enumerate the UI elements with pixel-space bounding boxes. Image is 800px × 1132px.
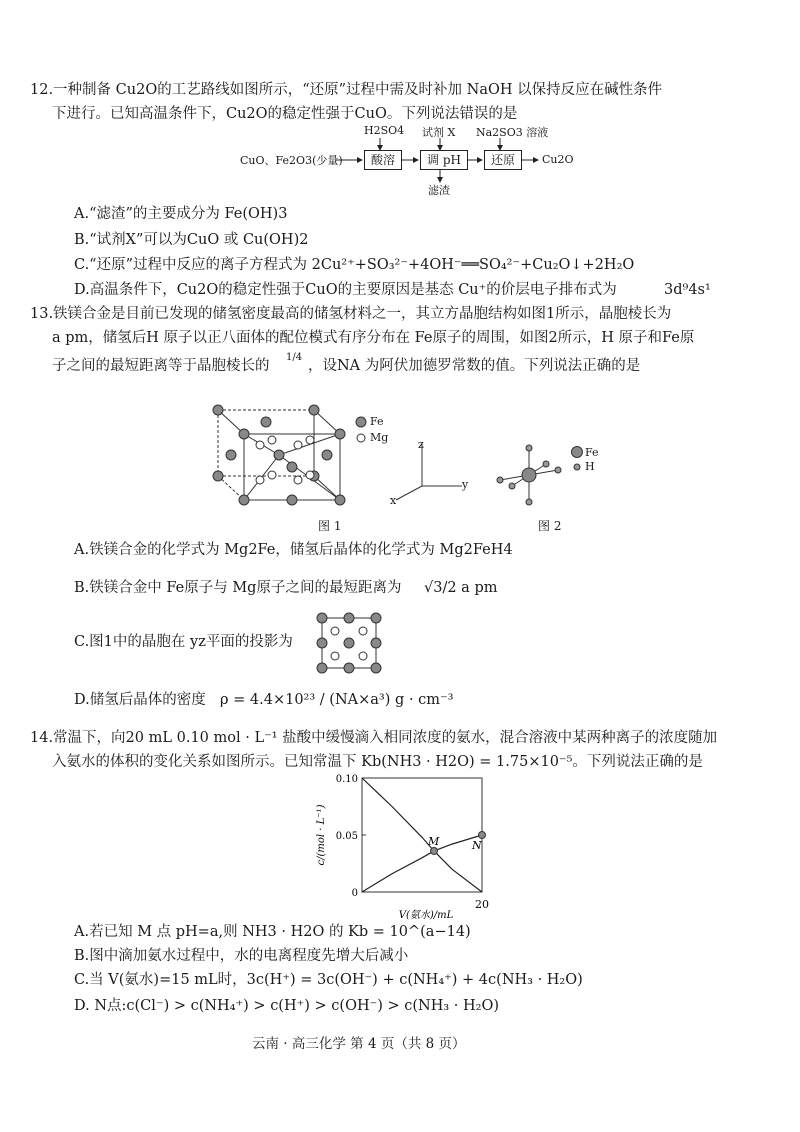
q12-stem-line1: 12.一种制备 Cu2O的工艺路线如图所示，“还原”过程中需及时补加 NaOH 以保持反应在碱性条件 bbox=[30, 82, 663, 98]
q13-option-d: D.储氢后晶体的密度 bbox=[74, 692, 206, 708]
fig2-legend-icons bbox=[570, 446, 584, 474]
y-axis-label: c/(mol · L⁻¹) bbox=[316, 804, 327, 866]
x-tick-label: 20 bbox=[475, 898, 489, 911]
q13-option-b-expr: √3/2 a pm bbox=[424, 580, 498, 596]
q14-option-d: D. N点:c(Cl⁻) > c(NH₄⁺) > c(H⁺) > c(OH⁻) > c(NH₃ · H₂O) bbox=[74, 998, 500, 1014]
q13-fraction: 1/4 bbox=[286, 352, 303, 363]
fig1-legend-mg: Mg bbox=[370, 431, 389, 444]
flow-product: Cu2O bbox=[542, 153, 574, 166]
q14-option-c: C.当 V(氨水)=15 mL时，3c(H⁺) = 3c(OH⁻) + c(NH₄⁺) + 4c(NH₃ · H₂O) bbox=[74, 972, 583, 988]
page-footer: 云南 · 高三化学 第 4 页（共 8 页） bbox=[252, 1036, 466, 1052]
q14-stem-line2: 入氨水的体积的变化关系如图所示。已知常温下 Kb(NH3 · H2O) = 1.75×10⁻⁵。下列说法正确的是 bbox=[52, 754, 703, 770]
fig1-caption: 图 1 bbox=[318, 519, 342, 533]
x-axis-label: V(氨水)/mL bbox=[398, 910, 454, 920]
fig2-caption: 图 2 bbox=[538, 519, 562, 533]
flow-step-ph: 调 pH bbox=[420, 150, 468, 170]
fig2-legend-h: H bbox=[585, 460, 595, 473]
q13-option-a: A.铁镁合金的化学式为 Mg2Fe，储氢后晶体的化学式为 Mg2FeH4 bbox=[74, 542, 513, 558]
flow-reagent-x: 试剂 X bbox=[422, 126, 456, 139]
flow-step-acid: 酸溶 bbox=[364, 150, 402, 170]
y-tick-label: 0.05 bbox=[335, 831, 358, 842]
flow-step-reduce: 还原 bbox=[484, 150, 522, 170]
q14-option-a: A.若已知 M 点 pH=a,则 NH3 · H2O 的 Kb = 10^(a−14) bbox=[74, 924, 471, 940]
q12-stem-line2: 下进行。已知高温条件下，Cu2O的稳定性强于CuO。下列说法错误的是 bbox=[52, 106, 518, 122]
fig1-legend-icons bbox=[354, 416, 368, 446]
q13-option-d-expr: ρ = 4.4×10²³ / (NA×a³) g · cm⁻³ bbox=[220, 692, 454, 708]
flow-reagent-na2so3: Na2SO3 溶液 bbox=[476, 126, 549, 139]
series-line-increasing bbox=[362, 835, 482, 892]
chart-axes bbox=[316, 774, 489, 920]
q13-stem-line1: 13.铁镁合金是目前已发现的储氢密度最高的储氢材料之一，其立方晶胞结构如图1所示，晶胞棱长为 bbox=[30, 306, 672, 322]
q12-option-a: A.“滤渣”的主要成分为 Fe(OH)3 bbox=[74, 206, 288, 222]
q12-flow-diagram bbox=[240, 124, 580, 198]
axis-x-label: x bbox=[390, 494, 397, 507]
q12-option-b: B.“试剂X”可以为CuO 或 Cu(OH)2 bbox=[74, 232, 309, 248]
q12-option-c: C.“还原”过程中反应的离子方程式为 2Cu²⁺+SO₃²⁻+4OH⁻══SO₄²⁻+Cu₂O↓+2H₂O bbox=[74, 257, 635, 273]
q13-stem-line2: a pm，储氢后H 原子以正八面体的配位模式有序分布在 Fe原子的周围，如图2所示，H 原子和Fe原 bbox=[52, 330, 695, 346]
point-M bbox=[431, 847, 438, 854]
q12-option-d: D.高温条件下，Cu2O的稳定性强于CuO的主要原因是基态 Cu⁺的价层电子排布式为 bbox=[74, 282, 617, 298]
chart-series bbox=[362, 778, 482, 892]
q13-option-c: C.图1中的晶胞在 yz平面的投影为 bbox=[74, 634, 293, 650]
q13-stem-line3a: 子之间的最短距离等于晶胞棱长的 bbox=[52, 358, 270, 374]
point-label-N: N bbox=[472, 839, 482, 852]
yz-projection-figure bbox=[316, 612, 382, 674]
y-tick-label: 0 bbox=[351, 888, 358, 899]
fig1-legend-fe: Fe bbox=[370, 415, 384, 428]
q13-stem-line3b: ，设NA 为阿伏加德罗常数的值。下列说法正确的是 bbox=[308, 358, 641, 374]
q14-stem-line1: 14.常温下，向20 mL 0.10 mol · L⁻¹ 盐酸中缓慢滴入相同浓度的氨水，混合溶液中某两种离子的浓度随加 bbox=[30, 730, 718, 746]
axes-icon bbox=[384, 438, 474, 508]
q14-chart bbox=[310, 770, 510, 920]
point-label-M: M bbox=[428, 834, 440, 848]
series-line-decreasing bbox=[362, 778, 482, 892]
q13-option-b: B.铁镁合金中 Fe原子与 Mg原子之间的最短距离为 bbox=[74, 580, 402, 596]
flow-residue: 滤渣 bbox=[428, 184, 450, 197]
y-tick-label: 0.10 bbox=[335, 774, 358, 785]
q14-option-b: B.图中滴加氨水过程中，水的电离程度先增大后减小 bbox=[74, 948, 409, 964]
flow-input: CuO、Fe2O3(少量) bbox=[240, 154, 343, 167]
fig2-legend-fe: Fe bbox=[585, 446, 599, 459]
axis-y-label: y bbox=[462, 478, 469, 491]
q12-option-d-config: 3d⁹4s¹ bbox=[664, 282, 711, 298]
fig2-octahedron bbox=[494, 440, 564, 510]
fig1-crystal-cell bbox=[210, 400, 360, 512]
axis-z-label: z bbox=[418, 438, 424, 451]
point-N bbox=[479, 832, 486, 839]
flow-reagent-h2so4: H2SO4 bbox=[364, 124, 405, 137]
